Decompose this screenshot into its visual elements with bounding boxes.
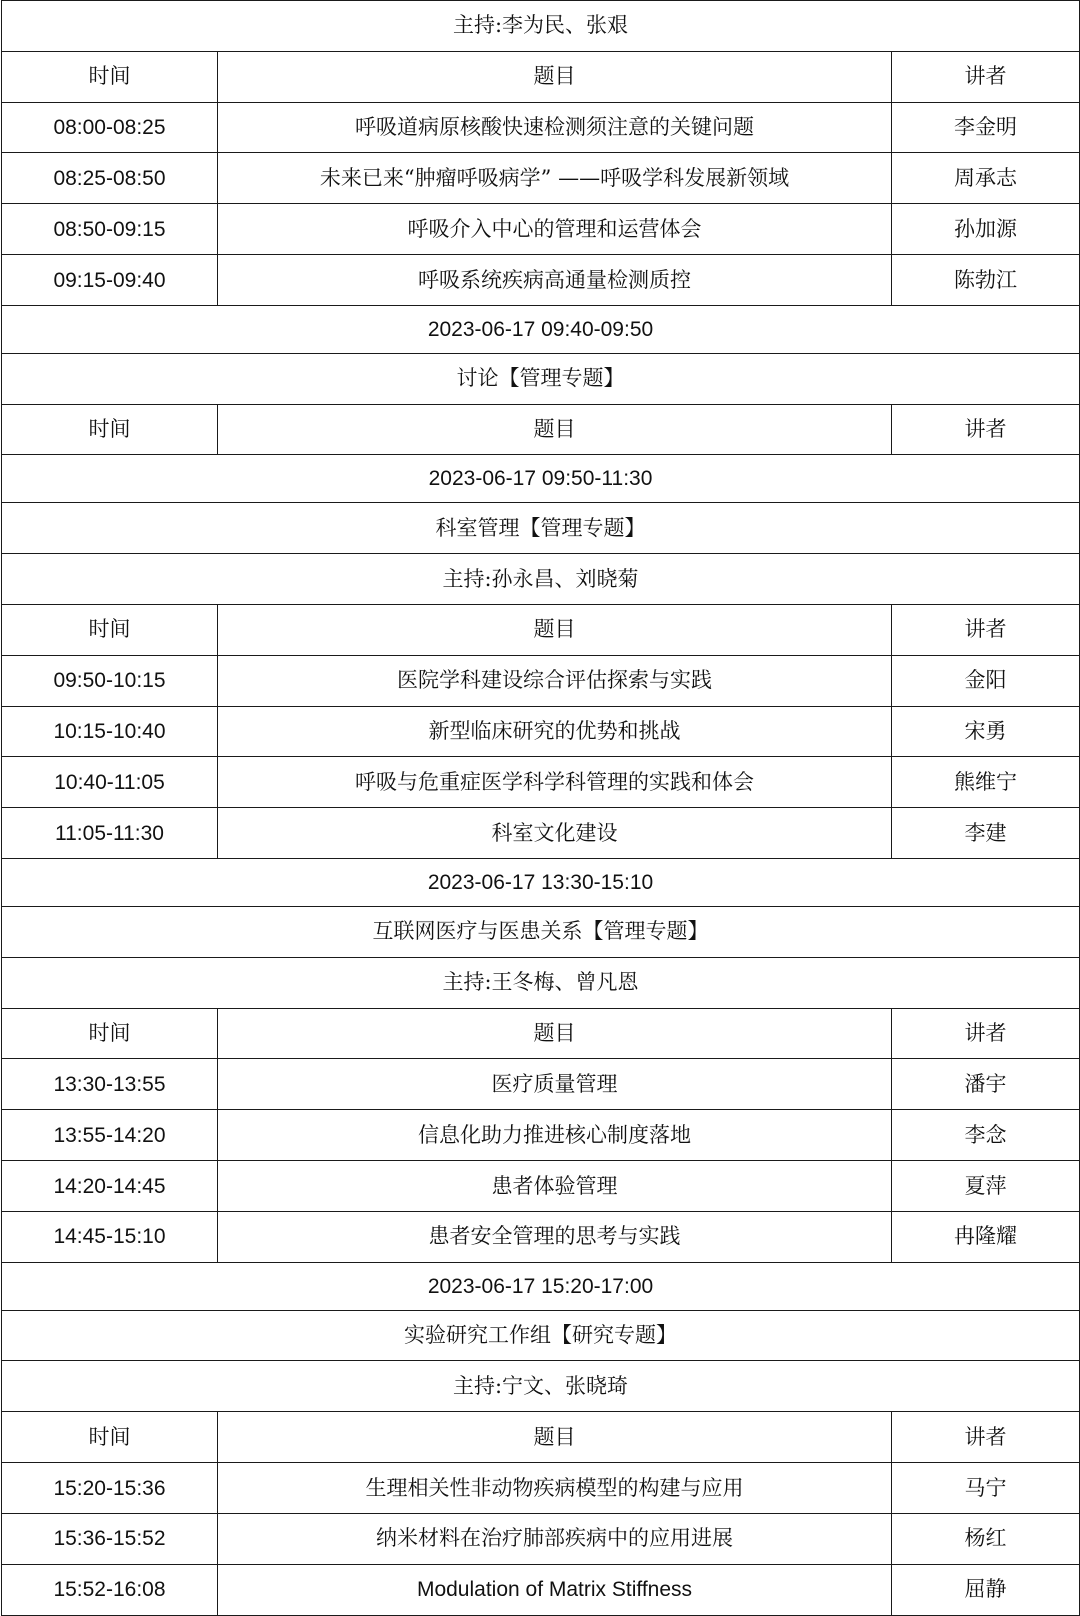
talk-time: 08:25-08:50 <box>2 153 218 204</box>
talk-speaker: 杨红 <box>892 1513 1080 1564</box>
talk-topic: 医院学科建设综合评估探索与实践 <box>218 655 892 706</box>
talk-speaker: 夏萍 <box>892 1161 1080 1212</box>
talk-topic: 科室文化建设 <box>218 808 892 859</box>
talk-topic: 呼吸介入中心的管理和运营体会 <box>218 204 892 255</box>
header-time: 时间 <box>2 1008 218 1059</box>
date-row <box>2 859 1080 907</box>
talk-time: 14:45-15:10 <box>2 1211 218 1262</box>
talk-row <box>2 255 1080 306</box>
talk-row <box>2 102 1080 153</box>
header-time: 时间 <box>2 1412 218 1463</box>
host-names: 主持:宁文、张晓琦 <box>2 1361 1080 1412</box>
talk-row <box>2 808 1080 859</box>
talk-topic: 患者安全管理的思考与实践 <box>218 1211 892 1262</box>
date-row <box>2 455 1080 503</box>
header-topic: 题目 <box>218 404 892 455</box>
header-time: 时间 <box>2 605 218 656</box>
header-topic: 题目 <box>218 1008 892 1059</box>
host-row <box>2 1361 1080 1412</box>
session-title-row <box>2 1310 1080 1361</box>
talk-speaker: 冉隆耀 <box>892 1211 1080 1262</box>
talk-row <box>2 655 1080 706</box>
date-row <box>2 305 1080 353</box>
session-date: 2023-06-17 13:30-15:10 <box>2 859 1080 907</box>
session-date: 2023-06-17 09:40-09:50 <box>2 305 1080 353</box>
host-names: 主持:王冬梅、曾凡恩 <box>2 957 1080 1008</box>
host-names: 主持:孙永昌、刘晓菊 <box>2 554 1080 605</box>
talk-speaker: 宋勇 <box>892 706 1080 757</box>
column-header-row <box>2 404 1080 455</box>
talk-topic: 生理相关性非动物疾病模型的构建与应用 <box>218 1463 892 1514</box>
talk-time: 13:55-14:20 <box>2 1110 218 1161</box>
talk-time: 10:40-11:05 <box>2 757 218 808</box>
talk-row <box>2 706 1080 757</box>
schedule-table <box>1 0 1080 1616</box>
session-title: 讨论【管理专题】 <box>2 353 1080 404</box>
header-topic: 题目 <box>218 51 892 102</box>
session-title: 互联网医疗与医患关系【管理专题】 <box>2 907 1080 958</box>
session-title-row <box>2 907 1080 958</box>
talk-topic: 患者体验管理 <box>218 1161 892 1212</box>
talk-speaker: 潘宇 <box>892 1059 1080 1110</box>
talk-row <box>2 1059 1080 1110</box>
talk-row <box>2 1463 1080 1514</box>
talk-time: 08:00-08:25 <box>2 102 218 153</box>
talk-row <box>2 1513 1080 1564</box>
talk-speaker: 李金明 <box>892 102 1080 153</box>
date-row <box>2 1262 1080 1310</box>
talk-topic: 未来已来“肿瘤呼吸病学” ——呼吸学科发展新领域 <box>218 153 892 204</box>
talk-row <box>2 1110 1080 1161</box>
session-date: 2023-06-17 09:50-11:30 <box>2 455 1080 503</box>
talk-row <box>2 1161 1080 1212</box>
header-speaker: 讲者 <box>892 1412 1080 1463</box>
talk-time: 15:20-15:36 <box>2 1463 218 1514</box>
talk-topic: 呼吸与危重症医学科学科管理的实践和体会 <box>218 757 892 808</box>
talk-time: 15:36-15:52 <box>2 1513 218 1564</box>
talk-topic: 医疗质量管理 <box>218 1059 892 1110</box>
talk-time: 09:15-09:40 <box>2 255 218 306</box>
talk-row <box>2 153 1080 204</box>
talk-speaker: 马宁 <box>892 1463 1080 1514</box>
session-title: 科室管理【管理专题】 <box>2 503 1080 554</box>
talk-time: 13:30-13:55 <box>2 1059 218 1110</box>
talk-topic: 呼吸系统疾病高通量检测质控 <box>218 255 892 306</box>
host-names: 主持:李为民、张艰 <box>2 1 1080 52</box>
talk-speaker: 孙加源 <box>892 204 1080 255</box>
header-time: 时间 <box>2 404 218 455</box>
header-speaker: 讲者 <box>892 605 1080 656</box>
talk-speaker: 周承志 <box>892 153 1080 204</box>
talk-speaker: 金阳 <box>892 655 1080 706</box>
talk-row <box>2 204 1080 255</box>
talk-topic: Modulation of Matrix Stiffness <box>218 1564 892 1615</box>
talk-time: 15:52-16:08 <box>2 1564 218 1615</box>
talk-time: 11:05-11:30 <box>2 808 218 859</box>
column-header-row <box>2 605 1080 656</box>
host-row <box>2 957 1080 1008</box>
header-time: 时间 <box>2 51 218 102</box>
column-header-row <box>2 1412 1080 1463</box>
talk-speaker: 李念 <box>892 1110 1080 1161</box>
header-topic: 题目 <box>218 605 892 656</box>
talk-speaker: 熊维宁 <box>892 757 1080 808</box>
talk-topic: 信息化助力推进核心制度落地 <box>218 1110 892 1161</box>
session-title: 实验研究工作组【研究专题】 <box>2 1310 1080 1361</box>
column-header-row <box>2 51 1080 102</box>
schedule-body <box>2 1 1080 1616</box>
talk-time: 08:50-09:15 <box>2 204 218 255</box>
talk-speaker: 屈静 <box>892 1564 1080 1615</box>
session-title-row <box>2 353 1080 404</box>
talk-row <box>2 757 1080 808</box>
talk-topic: 新型临床研究的优势和挑战 <box>218 706 892 757</box>
host-row <box>2 1 1080 52</box>
talk-row <box>2 1211 1080 1262</box>
header-topic: 题目 <box>218 1412 892 1463</box>
header-speaker: 讲者 <box>892 51 1080 102</box>
session-date: 2023-06-17 15:20-17:00 <box>2 1262 1080 1310</box>
session-title-row <box>2 503 1080 554</box>
host-row <box>2 554 1080 605</box>
talk-speaker: 陈勃江 <box>892 255 1080 306</box>
talk-row <box>2 1564 1080 1615</box>
talk-topic: 呼吸道病原核酸快速检测须注意的关键问题 <box>218 102 892 153</box>
column-header-row <box>2 1008 1080 1059</box>
header-speaker: 讲者 <box>892 1008 1080 1059</box>
talk-time: 14:20-14:45 <box>2 1161 218 1212</box>
talk-topic: 纳米材料在治疗肺部疾病中的应用进展 <box>218 1513 892 1564</box>
talk-speaker: 李建 <box>892 808 1080 859</box>
header-speaker: 讲者 <box>892 404 1080 455</box>
talk-time: 09:50-10:15 <box>2 655 218 706</box>
talk-time: 10:15-10:40 <box>2 706 218 757</box>
